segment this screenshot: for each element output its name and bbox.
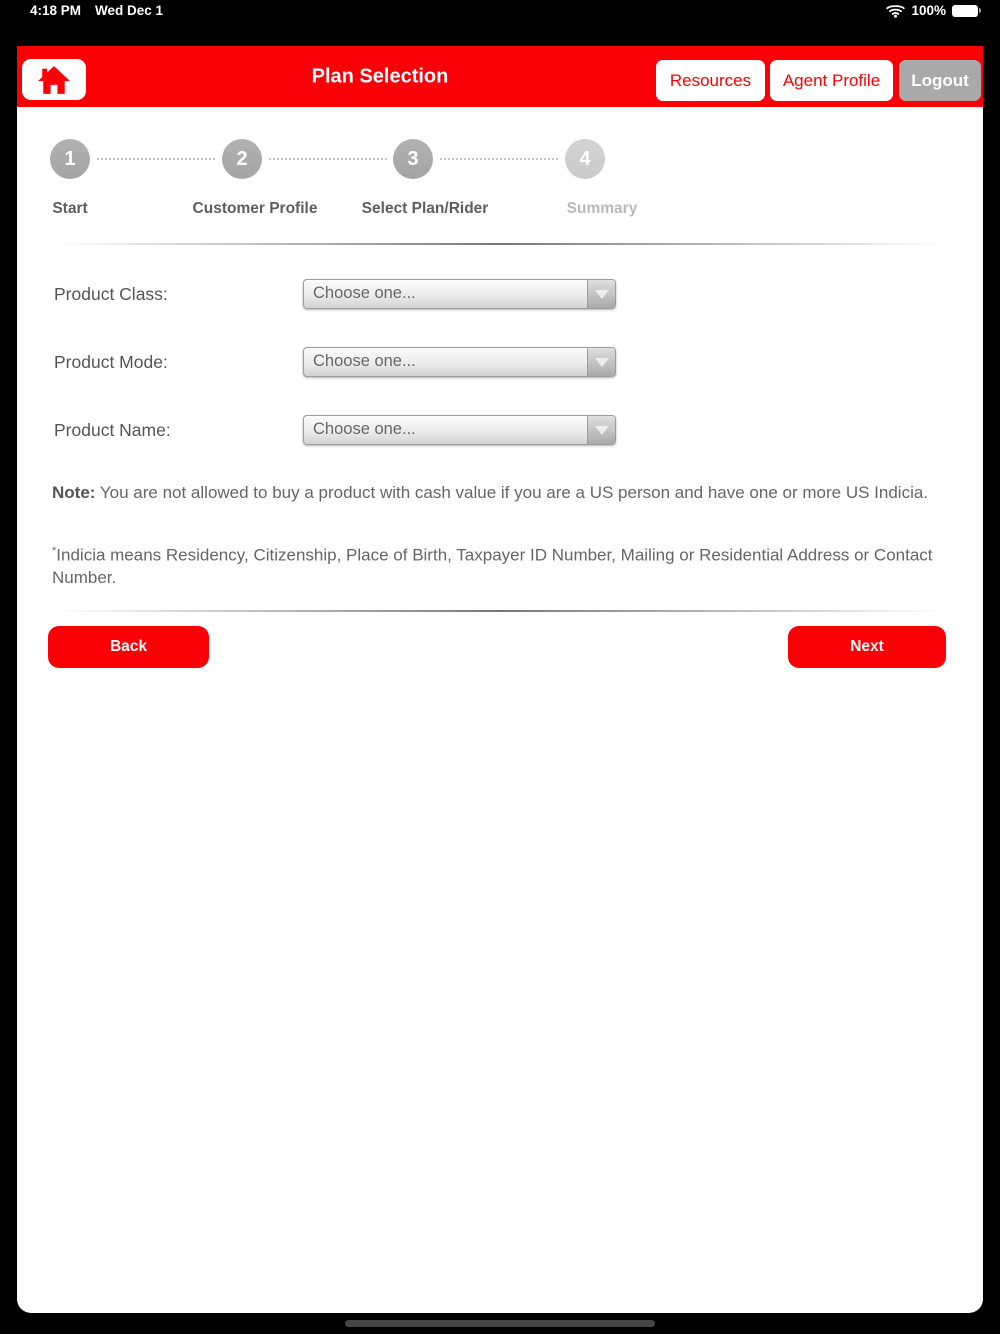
step-connector <box>440 158 558 160</box>
resources-button[interactable]: Resources <box>656 60 765 101</box>
chevron-down-icon <box>587 416 615 444</box>
step-4-label: Summary <box>566 200 638 217</box>
divider <box>55 610 945 612</box>
dropdown-selected-value: Choose one... <box>313 284 416 302</box>
chevron-down-icon <box>587 280 615 308</box>
next-button[interactable]: Next <box>788 626 946 668</box>
step-3-circle: 3 <box>393 139 433 179</box>
product-name-dropdown[interactable] <box>303 415 616 445</box>
step-connector <box>269 158 387 160</box>
indicia-note: *Indicia means Residency, Citizenship, Place of Birth, Taxpayer ID Number, Mailing or Residential Address or Contact Number. <box>52 545 933 588</box>
product-mode-label: Product Mode: <box>54 352 168 372</box>
chevron-down-icon <box>587 348 615 376</box>
back-button[interactable]: Back <box>48 626 209 668</box>
divider <box>55 243 945 245</box>
page-title: Plan Selection <box>311 65 449 87</box>
product-class-row <box>54 279 946 309</box>
product-name-row <box>54 415 946 445</box>
status-time: 4:18 PM <box>30 3 82 18</box>
status-date: Wed Dec 1 <box>95 3 164 18</box>
home-button[interactable] <box>22 59 86 100</box>
product-mode-row <box>54 347 946 377</box>
home-indicator[interactable] <box>345 1320 655 1327</box>
app-content <box>17 46 983 1313</box>
logout-button[interactable]: Logout <box>899 60 981 101</box>
product-class-label: Product Class: <box>54 284 168 304</box>
product-name-label: Product Name: <box>54 420 171 440</box>
app-header <box>17 46 983 107</box>
product-class-dropdown[interactable] <box>303 279 616 309</box>
step-3-label: Select Plan/Rider <box>361 200 489 217</box>
step-4-circle: 4 <box>565 139 605 179</box>
dropdown-selected-value: Choose one... <box>313 420 416 438</box>
battery-icon <box>952 5 978 17</box>
step-connector <box>97 158 215 160</box>
step-1-label: Start <box>52 200 88 217</box>
status-bar <box>0 0 1000 46</box>
step-1-circle: 1 <box>50 139 90 179</box>
product-mode-dropdown[interactable] <box>303 347 616 377</box>
note-text: Note: You are not allowed to buy a product with cash value if you are a US person and have one or more US Indicia. <box>52 483 929 502</box>
wifi-icon <box>886 3 905 18</box>
home-icon <box>35 65 73 95</box>
step-2-label: Customer Profile <box>192 200 318 217</box>
battery-percent: 100% <box>911 3 946 18</box>
step-2-circle: 2 <box>222 139 262 179</box>
agent-profile-button[interactable]: Agent Profile <box>770 60 893 101</box>
dropdown-selected-value: Choose one... <box>313 352 416 370</box>
